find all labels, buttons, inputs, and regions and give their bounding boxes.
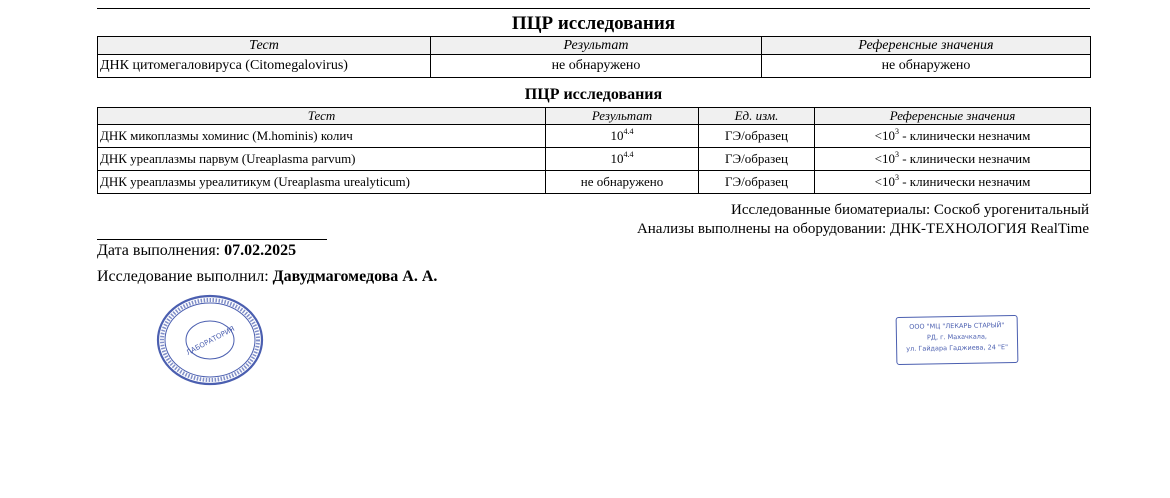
cell-reference [815,171,1091,194]
pcr-table-2 [97,107,1091,194]
header-reference: Референсные значения [815,108,1091,125]
date-value: 07.02.2025 [224,242,297,259]
top-rule [97,8,1090,9]
ref-base: <10 [874,174,895,189]
cell-unit: ГЭ/образец [699,171,815,194]
header-reference: Референсные значения [762,37,1091,55]
equipment-note: Анализы выполнены на оборудовании: ДНК-ТЕХНОЛОГИЯ RealTime [636,221,1089,237]
cell-test: ДНК микоплазмы хоминис (M.hominis) колич [98,125,546,148]
header-test: Тест [98,37,431,55]
result-base: 10 [610,151,624,166]
cell-reference [815,125,1091,148]
performer-value: Давудмагомедова А. А. [272,268,438,285]
stamp-line-3: ул. Гайдара Гаджиева, 24 "Е" [906,343,1009,353]
date-label: Дата выполнения: [97,242,225,259]
cell-result [546,125,699,148]
section-title-1: ПЦР исследования [511,13,676,34]
result-exponent: 4.4 [623,150,634,159]
cell-reference [815,148,1091,171]
cell-result: не обнаружено [431,55,762,78]
table-header-row [98,37,1091,55]
table-header-row [98,108,1091,125]
cell-result [546,148,699,171]
ref-text: - клинически незначим [898,174,1031,189]
header-unit: Ед. изм. [699,108,815,125]
cell-test: ДНК цитомегаловируса (Citomegalovirus) [98,55,431,78]
cell-test: ДНК уреаплазмы парвум (Ureaplasma parvum) [98,148,546,171]
round-seal-stamp [155,293,265,387]
header-result: Результат [431,37,762,55]
result-base: 10 [610,128,624,143]
biomaterial-note: Исследованные биоматериалы: Соскоб урогенитальный [731,202,1089,218]
seal-center-text: ЛАБОРАТОРИЯ [184,324,236,357]
header-result: Результат [546,108,699,125]
ref-base: <10 [874,128,895,143]
execution-date [97,239,327,260]
table-row [98,55,1091,78]
ref-exponent: 3 [894,173,899,182]
pcr-table-1 [97,36,1091,78]
performer [97,268,437,286]
cell-result: не обнаружено [546,171,699,194]
ref-text: - клинически незначим [898,128,1031,143]
ref-text: - клинически незначим [898,151,1031,166]
cell-unit: ГЭ/образец [699,148,815,171]
section-title-2: ПЦР исследования [524,86,663,103]
table-row [98,171,1091,194]
performer-label: Исследование выполнил: [97,268,273,285]
result-exponent: 4.4 [623,127,634,136]
cell-unit: ГЭ/образец [699,125,815,148]
stamp-line-1: ООО "МЦ "ЛЕКАРЬ СТАРЫЙ" [909,321,1005,331]
rectangular-stamp [896,315,1019,365]
ref-exponent: 3 [894,127,899,136]
stamp-line-2: РД, г. Махачкала, [926,332,988,342]
table-row [98,125,1091,148]
cell-test: ДНК уреаплазмы уреалитикум (Ureaplasma urealyticum) [98,171,546,194]
header-test: Тест [98,108,546,125]
ref-exponent: 3 [894,150,899,159]
table-row [98,148,1091,171]
ref-base: <10 [874,151,895,166]
cell-reference: не обнаружено [762,55,1091,78]
